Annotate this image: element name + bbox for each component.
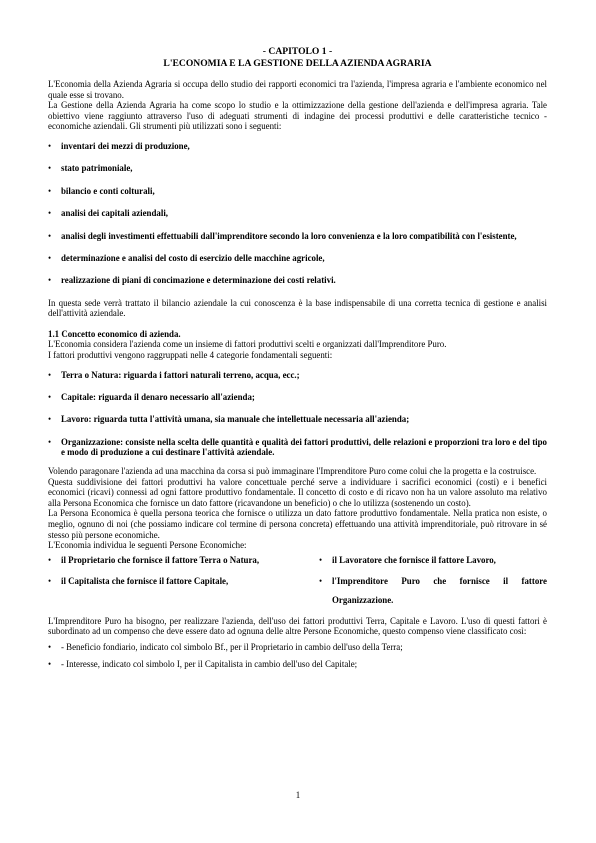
list-item: • analisi dei capitali aziendali, (48, 208, 169, 219)
bullet-icon: • (48, 275, 52, 286)
list-item: • il Proprietario che fornisce il fattore Terra o Natura, (48, 551, 283, 570)
bullet-icon: • (48, 369, 52, 380)
bullet-icon: • (319, 575, 323, 586)
section-line-1: L'Economia considera l'azienda come un insieme di fattori produttivi scelti e organizzati dall'Imprenditore Puro. (48, 339, 447, 350)
list-item: • determinazione e analisi del costo di esercizio delle macchine agricole, (48, 252, 325, 263)
persons-right-list (319, 551, 547, 612)
bullet-icon: • (48, 252, 52, 263)
factors-list (48, 370, 547, 458)
bullet-icon: • (319, 554, 323, 565)
list-item: • il Lavoratore che fornisce il fattore Lavoro, (319, 551, 547, 570)
list-item: • - Interesse, indicato col simbolo I, per il Capitalista in cambio dell'uso del Capitale; (48, 658, 358, 669)
chapter-title (48, 46, 547, 69)
bullet-icon: • (48, 641, 52, 652)
body-paragraph-2: Questa suddivisione dei fattori produttivi ha valore concettuale perché serve a individuare i sacrifici economici (costi) e i benefici economici (ricavi) connessi ad ogni fattore produttivo fondamentale. Il concetto di costo e di ricavo non ha un valore assoluto ma relativo alla Persona Economica che fornisce un dato fattore (ricavandone un beneficio) o che lo utilizza (sostenendo un costo). (48, 476, 547, 508)
list-item: • Terra o Natura: riguarda i fattori naturali terreno, acqua, ecc.; (48, 369, 300, 380)
closing-paragraph: L'Imprenditore Puro ha bisogno, per realizzare l'azienda, dell'uso dei fattori produttivi Terra, Capitale e Lavoro. L'uso di questi fattori è subordinato ad un compenso che deve essere dato ad ognuna delle altre Persone Economiche, questo compenso viene classificato così: (48, 615, 547, 637)
list-item: • Lavoro: riguarda tutta l'attività umana, sia manuale che intellettuale necessaria all'azienda; (48, 414, 410, 425)
page-content (48, 46, 547, 675)
list-item: • bilancio e conti colturali, (48, 185, 155, 196)
compensations-list (48, 642, 547, 669)
tools-list (48, 141, 547, 286)
list-item: • l'Imprenditore Puro che fornisce il fattore Organizzazione. (319, 572, 547, 610)
intro-paragraph-2: La Gestione della Azienda Agraria ha come scopo lo studio e la ottimizzazione della gestione dell'azienda e dell'impresa agraria. Tale obiettivo viene raggiunto attraverso l'uso di adeguati strumenti di indagine dei processi produttivi e delle caratteristiche tecnico - economiche aziendali. Gli strumenti più utilizzati sono i seguenti: (48, 100, 547, 132)
intro-paragraph-1: L'Economia della Azienda Agraria si occupa dello studio dei rapporti economici tra l'azienda, l'impresa agraria e l'ambiente economico nel quale esse si trovano. (48, 79, 547, 100)
bullet-icon: • (48, 208, 52, 219)
section-heading: 1.1 Concetto economico di azienda. (48, 328, 181, 339)
after-tools-paragraph: In questa sede verrà trattato il bilancio aziendale la cui conoscenza è la base indispensabile di una corretta tecnica di gestione e analisi dell'attività aziendale. (48, 297, 547, 319)
list-item: • realizzazione di piani di concimazione e determinazione dei costi relativi. (48, 275, 336, 286)
list-item: • Organizzazione: consiste nella scelta delle quantità e qualità dei fattori produttivi, delle relazioni e proporzioni tra loro e del tipo e modo di produzione a cui destinare l'attività aziendale. (48, 436, 547, 458)
list-item: • inventari dei mezzi di produzione, (48, 140, 190, 151)
bullet-icon: • (48, 392, 52, 403)
bullet-icon: • (48, 658, 52, 669)
page-number: 1 (295, 790, 301, 800)
bullet-icon: • (48, 436, 52, 447)
body-paragraph-1: Volendo paragonare l'azienda ad una macchina da corsa si può immaginare l'Imprenditore Puro come colui che la progetta e la costruisce. (48, 466, 537, 477)
persons-columns (48, 551, 547, 612)
body-paragraph-4: L'Economia individua le seguenti Persone Economiche: (48, 540, 247, 551)
chapter-heading: L'ECONOMIA E LA GESTIONE DELLA AZIENDA AGRARIA (163, 57, 432, 69)
list-item: • Capitale: riguarda il denaro necessario all'azienda; (48, 392, 255, 403)
list-item: • - Beneficio fondiario, indicato col simbolo Bf., per il Proprietario in cambio dell'uso della Terra; (48, 641, 403, 652)
bullet-icon: • (48, 575, 52, 586)
bullet-icon: • (48, 140, 52, 151)
bullet-icon: • (48, 185, 52, 196)
bullet-icon: • (48, 414, 52, 425)
body-paragraph-3: La Persona Economica è quella persona teorica che fornisce o utilizza un dato fattore produttivo fondamentale. Nella pratica non esiste, o meglio, ognuno di noi (che possiamo indicare col termine di persona concreta) effettuando una attività imprenditoriale, può ritrovare in sé stesso più persone economiche. (48, 508, 547, 540)
bullet-icon: • (48, 163, 52, 174)
list-item: • il Capitalista che fornisce il fattore Capitale, (48, 572, 283, 591)
list-item: • stato patrimoniale, (48, 163, 133, 174)
list-item: • analisi degli investimenti effettuabili dall'imprenditore secondo la loro convenienza e la loro compatibilità con l'esistente, (48, 230, 517, 241)
bullet-icon: • (48, 230, 52, 241)
section-line-2: I fattori produttivi vengono raggruppati nelle 4 categorie fondamentali seguenti: (48, 350, 333, 361)
chapter-number: - CAPITOLO 1 - (262, 46, 333, 57)
persons-left-list (48, 551, 283, 612)
bullet-icon: • (48, 554, 52, 565)
